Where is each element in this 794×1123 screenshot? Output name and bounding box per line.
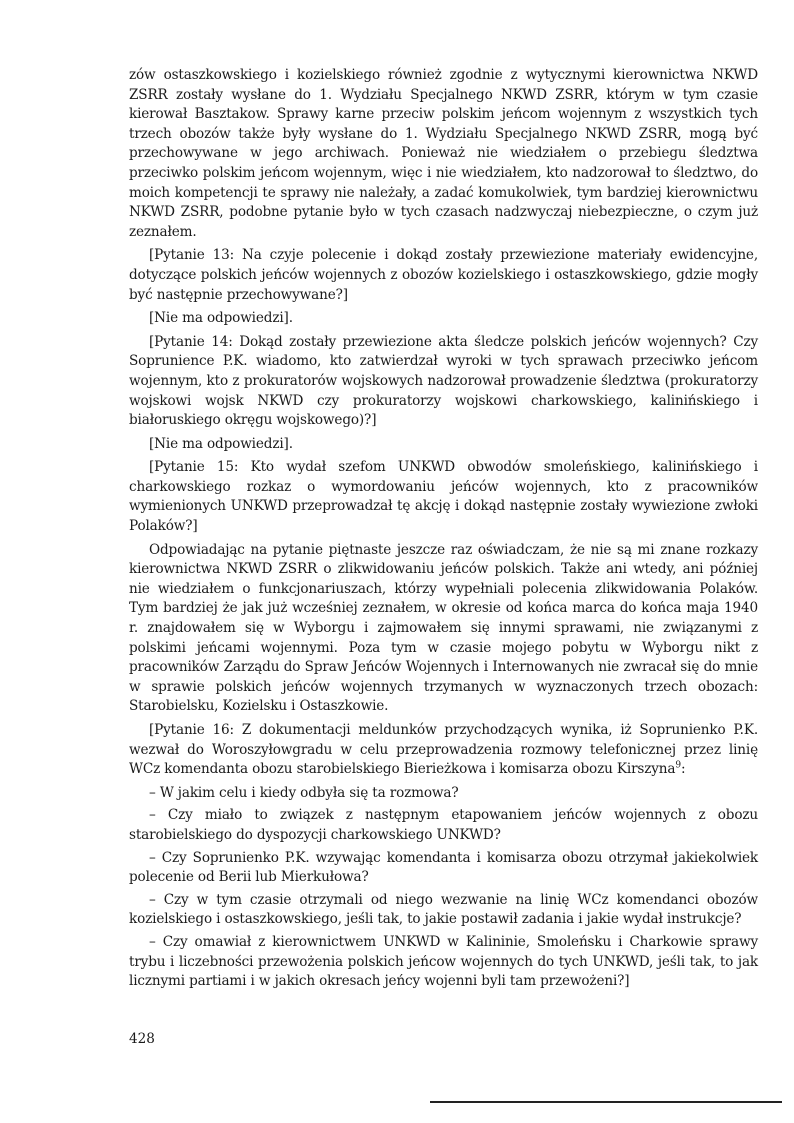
- sub-question-4: – Czy w tym czasie otrzymali od niego wezwanie na linię WCz komendanci obozów kozielskiego i ostaszkowskiego, jeśli tak, to jakie postawił zadania i jakie wydał instrukcje?: [129, 891, 758, 928]
- paragraph-continuation: zów ostaszkowskiego i kozielskiego również zgodnie z wytycznymi kierownictwa NKWD ZSRR zostały wysłane do 1. Wydziału Specjalnego NKWD ZSRR, którym w tym czasie kierował Basztakow. Sprawy karne przeciw polskim jeńcom wojennym z wszystkich tych trzech obozów także były wysłane do 1. Wydziału Specjalnego NKWD ZSRR, mogą być przechowywane w jego archiwach. Ponieważ nie wiedziałem o przebiegu śledztwa przeciwko polskim jeńcom wojennym, więc i nie wiedziałem, kto nadzorował to śledztwo, do moich kompetencji te sprawy nie należały, a zadać komukolwiek, tym bardziej kierownictwu NKWD ZSRR, podobne pytanie było w tych czasach nadzwyczaj niebezpieczne, o czym już zeznałem.: [129, 67, 758, 240]
- footer-rule: [430, 1101, 782, 1103]
- sub-question-3: – Czy Soprunienko P.K. wzywając komendanta i komisarza obozu otrzymał jakiekolwiek polecenie od Berii lub Mierkułowa?: [129, 849, 758, 886]
- sub-question-1: – W jakim celu i kiedy odbyła się ta rozmowa?: [149, 784, 459, 801]
- sub-question-5: – Czy omawiał z kierownictwem UNKWD w Kalininie, Smoleńsku i Charkowie sprawy trybu i liczebności przewożenia polskich jeńcow wojennych do tych UNKWD, jeśli tak, to jak licznymi partiami i w jakich okresach jeńcy wojenni byli tam przewożeni?]: [129, 933, 758, 990]
- page-number: 428: [129, 1031, 155, 1047]
- no-answer-13: [Nie ma odpowiedzi].: [149, 310, 293, 327]
- question-16-text: [Pytanie 16: Z dokumentacji meldunków przychodzących wynika, iż Soprunienko P.K. wezwał do Woroszyłowgradu w celu przeprowadzenia rozmowy telefonicznej przez linię WCz komendanta obozu starobielskiego Bierieżkowa i komisarza obozu Kirszyna: [129, 722, 758, 778]
- document-body: [129, 66, 758, 995]
- no-answer-14: [Nie ma odpowiedzi].: [149, 435, 293, 452]
- footnote-ref[interactable]: 9: [675, 760, 681, 771]
- question-16-colon: :: [680, 761, 686, 778]
- question-16: [129, 721, 758, 780]
- answer-15: Odpowiadając na pytanie piętnaste jeszcze raz oświadczam, że nie są mi znane rozkazy kierownictwa NKWD ZSRR o zlikwidowaniu jeńców polskich. Także ani wtedy, ani później nie wiedziałem o funkcjonariuszach, którzy wypełniali polecenia zlikwidowania Polaków. Tym bardziej że jak już wcześniej zeznałem, w okresie od końca marca do końca maja 1940 r. znajdowałem się w Wyborgu i zajmowałem się innymi sprawami, nie związanymi z polskimi jeńcami wojennymi. Poza tym w czasie mojego pobytu w Wyborgu nikt z pracowników Zarządu do Spraw Jeńców Wojennych i Internowanych nie zwracał się do mnie w sprawie polskich jeńców wojennych trzymanych w wyznaczonych trzech obozach: Starobielsku, Kozielsku i Ostaszkowie.: [129, 541, 758, 715]
- question-15: [Pytanie 15: Kto wydał szefom UNKWD obwodów smoleńskiego, kalinińskiego i charkowskiego rozkaz o wymordowaniu jeńców wojennych, kto z pracowników wymienionych UNKWD przeprowadzał tę akcję i dokąd następnie zostały wywiezione zwłoki Polaków?]: [129, 459, 758, 535]
- sub-question-2: – Czy miało to związek z następnym etapowaniem jeńców wojennych z obozu starobielskiego do dyspozycji charkowskiego UNKWD?: [129, 807, 758, 843]
- question-13: [Pytanie 13: Na czyje polecenie i dokąd zostały przewiezione materiały ewidencyjne, dotyczące polskich jeńców wojennych z obozów kozielskiego i ostaszkowskiego, gdzie mogły być następnie przechowywane?]: [129, 247, 758, 303]
- question-14: [Pytanie 14: Dokąd zostały przewiezione akta śledcze polskich jeńców wojennych? Czy Soprunience P.K. wiadomo, kto zatwierdzał wyroki w tych sprawach przeciwko jeńcom wojennym, kto z prokuratorów wojskowych nadzorował prowadzenie śledztwa (prokuratorzy wojskowi wojsk NKWD czy prokuratorzy wojskowi charkowskiego, kalinińskiego i białoruskiego okręgu wojskowego)?]: [129, 333, 758, 429]
